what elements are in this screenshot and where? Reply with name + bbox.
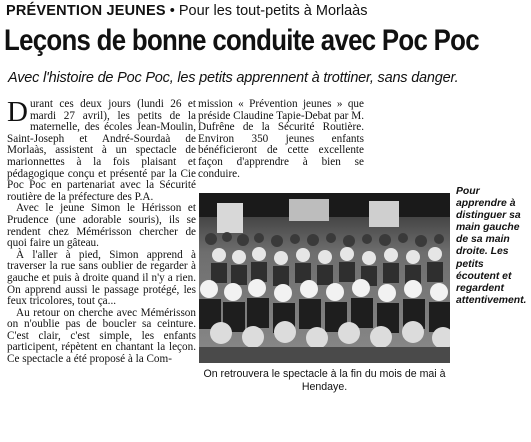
article-column-1 [7,96,196,366]
photo [199,193,450,363]
photo-caption-bottom: On retrouvera le spectacle à la fin du mois de mai à Hendaye. [203,368,446,393]
headline: Leçons de bonne conduite avec Poc Poc [4,24,479,57]
kicker-subject: Pour les tout-petits à Morlaàs [178,3,368,19]
kicker [6,3,367,19]
kicker-bullet: • [169,3,175,19]
paragraph-3: À l'aller à pied, Simon apprend à traverser la rue sans oublier de regarder à gauche et puis à droite quand il n'y a rien. On apprend aussi le passage protégé, les feux tricolores, tout ça... [7,248,196,308]
paragraph-1 [7,96,196,203]
drop-cap: D [7,96,28,128]
kicker-section: PRÉVENTION JEUNES [6,3,166,19]
paragraph-1-text: urant ces deux jours (lundi 26 et mardi 27 avril), les petits de la maternelle, des écoles Jean-Moulin, Saint-Joseph et André-Sourdaà de Morlaàs, assistent à un spectacle de marionnettes à la fois plaisant et pédagogique conçu et présenté par la Cie Poc Poc en partenariat avec la Sécurité routière de la préfecture des P.A. [7,98,196,203]
paragraph-5: mission « Prévention jeunes » que préside Claudine Tapie-Debat par M. Dufrêne de la Sécurité Routière. Environ 350 jeunes enfants bénéficieront de cette excellente façon d'apprendre à bien se conduire. [198,98,364,180]
article-column-2 [198,99,364,180]
photo-children-audience [199,193,450,363]
standfirst: Avec l'histoire de Poc Poc, les petits apprennent à trottiner, sans danger. [8,70,459,86]
paragraph-2: Avec le jeune Simon le Hérisson et Prudence (une adorable souris), ils se rendent chez Mémérisson chercher de quoi faire un gâteau. [7,202,196,250]
paragraph-4: Au retour on cherche avec Mémérisson on n'oublie pas de boucler sa ceinture. C'est clair, c'est simple, les enfants participent, répètent en chantant la leçon. Ce spectacle a été proposé à la Com- [7,306,196,366]
photo-caption-side: Pour apprendre à distinguer sa main gauche de sa main droite. Les petits écoutent et regardent attentivement. [456,186,527,306]
